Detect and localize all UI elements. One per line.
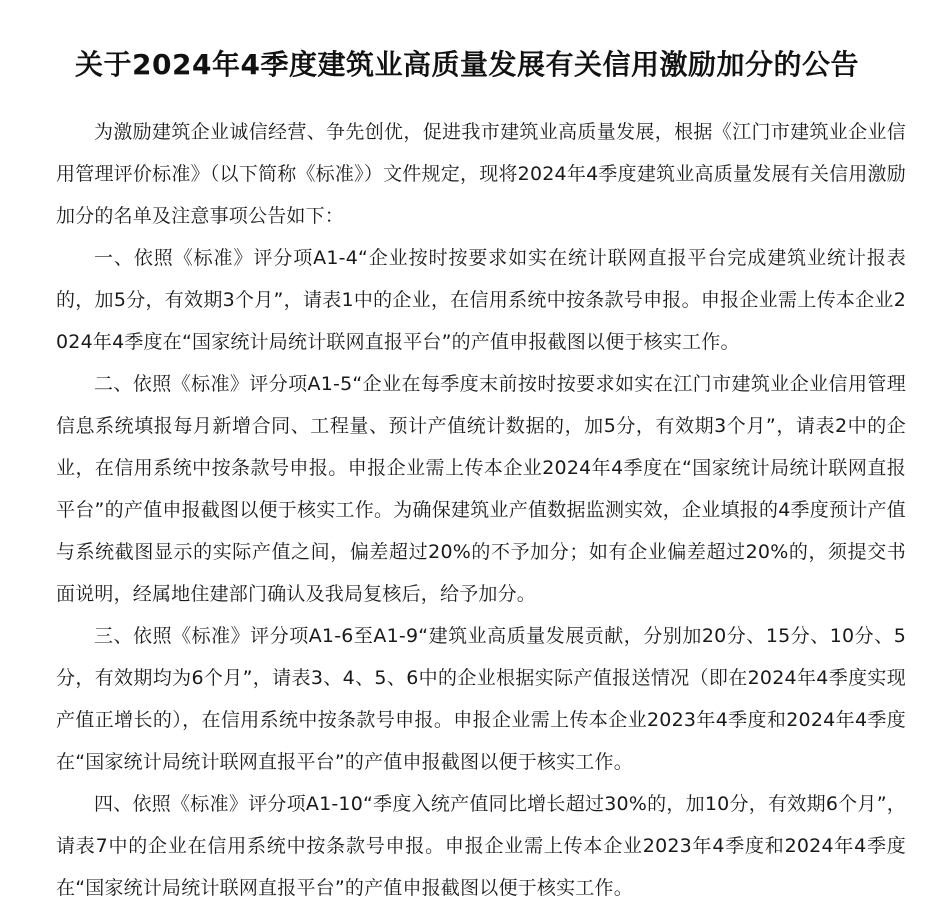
- document-body: [56, 111, 906, 909]
- paragraph-item-1: 一、依照《标准》评分项A1-4“企业按时按要求如实在统计联网直报平台完成建筑业统计报表的，加5分，有效期3个月”，请表1中的企业，在信用系统中按条款号申报。申报企业需上传本企业2024年4季度在“国家统计局统计联网直报平台”的产值申报截图以便于核实工作。: [56, 247, 906, 353]
- paragraph-item-2: 二、依照《标准》评分项A1-5“企业在每季度末前按时按要求如实在江门市建筑业企业信用管理信息系统填报每月新增合同、工程量、预计产值统计数据的，加5分，有效期3个月”，请表2中的企业，在信用系统中按条款号申报。申报企业需上传本企业2024年4季度在“国家统计局统计联网直报平台”的产值申报截图以便于核实工作。为确保建筑业产值数据监测实效，企业填报的4季度预计产值与系统截图显示的实际产值之间，偏差超过20%的不予加分；如有企业偏差超过20%的，须提交书面说明，经属地住建部门确认及我局复核后，给予加分。: [56, 373, 906, 605]
- paragraph-intro: 为激励建筑企业诚信经营、争先创优，促进我市建筑业高质量发展，根据《江门市建筑业企业信用管理评价标准》（以下简称《标准》）文件规定，现将2024年4季度建筑业高质量发展有关信用激励加分的名单及注意事项公告如下：: [56, 121, 906, 227]
- paragraph-item-4: 四、依照《标准》评分项A1-10“季度入统产值同比增长超过30%的，加10分，有效期6个月”，请表7中的企业在信用系统中按条款号申报。申报企业需上传本企业2023年4季度和2024年4季度在“国家统计局统计联网直报平台”的产值申报截图以便于核实工作。: [56, 793, 906, 899]
- document-title: 关于2024年4季度建筑业高质量发展有关信用激励加分的公告: [75, 47, 859, 81]
- paragraph-item-3: 三、依照《标准》评分项A1-6至A1-9“建筑业高质量发展贡献，分别加20分、15分、10分、5分，有效期均为6个月”，请表3、4、5、6中的企业根据实际产值报送情况（即在2024年4季度实现产值正增长的），在信用系统中按条款号申报。申报企业需上传本企业2023年4季度和2024年4季度在“国家统计局统计联网直报平台”的产值申报截图以便于核实工作。: [56, 625, 906, 773]
